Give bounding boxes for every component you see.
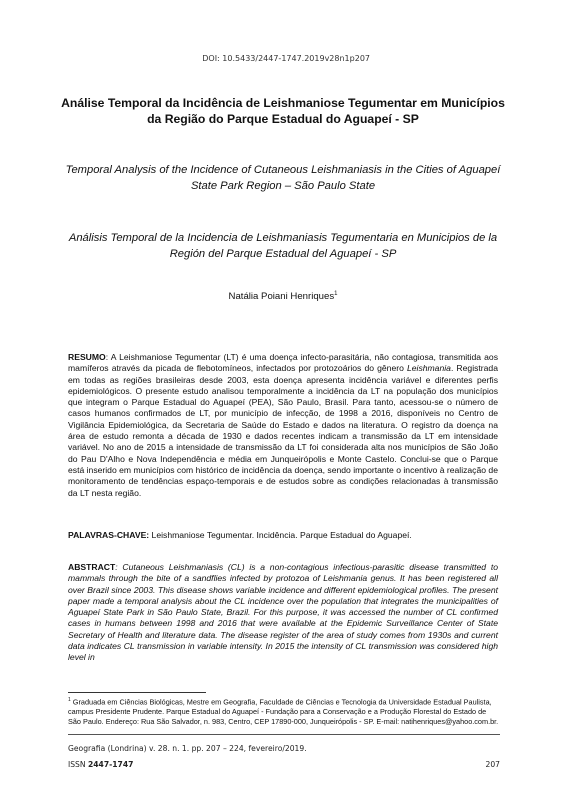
title-english: Temporal Analysis of the Incidence of Cutaneous Leishmaniasis in the Cities of Aguapeí State Park Region – São Paulo State	[65, 164, 501, 192]
title-spanish: Análisis Temporal de la Incidencia de Leishmaniasis Tegumentaria en Municipios de la Región del Parque Estadual del Aguapeí - SP	[68, 232, 498, 260]
resumo-paragraph	[68, 352, 498, 499]
author-name: Natália Poiani Henriques	[228, 291, 335, 303]
issn-label: ISSN	[68, 760, 88, 769]
doi-header: DOI: 10.5433/2447-1747.2019v28n1p207	[202, 54, 370, 63]
title-portuguese: Análise Temporal da Incidência de Leishmaniose Tegumentar em Municípios da Região do Parque Estadual do Aguapeí - SP	[61, 96, 505, 126]
resumo-text-2: . Registrada em todas as regiões brasileiras desde 2003, esta doença apresenta incidência variável e diferentes perfis epidemiológicos. O presente estudo analisou temporalmente a incidência da LT na população dos municípios que integram o Parque Estadual do Aguapeí (PEA), São Paulo, Brasil. Para tanto, acessou-se o número de casos humanos confirmados de LT, por município de infecção, de 1998 a 2016, disponíveis no Centro de Vigilância Epidemiológica, da Secretaria de Saúde do Estado e dados na literatura. O registro da doença na área de estudo remonta a década de 1930 e dados recentes indicam a transmissão da LT em intensidade variável. No ano de 2015 a intensidade de transmissão da LT foi considerada alta nos municípios de São João do Pau D'Alho e Nova Independência e média em Junqueirópolis e Monte Castelo. Conclui-se que o Parque está inserido em municípios com histórico de incidência da doença, sendo importante o incentivo à realização de monitoramento de tendências espaço-temporais e de estudos sobre as condições relacionadas à transmissão da LT nesta região.	[68, 363, 498, 498]
footnote-rule	[68, 692, 206, 693]
resumo-text-1: : A Leishmaniose Tegumentar (LT) é uma doença infecto-parasitária, não contagiosa, transmitida aos mamíferos através da picada de flebotomíneos, infectados por protozoários do gênero	[68, 352, 498, 374]
abstract-text: : Cutaneous Leishmaniasis (CL) is a non-contagious infectious-parasitic disease transmitted to mammals through the bite of a sandflies infected by protozoa of Leishmania genus. It has been registered all over Brazil since 2003. This disease shows variable incidence and different epidemiological profiles. The present paper made a temporal analysis about the CL incidence over the population that integrates the municipalities of Aguapeí State Park in São Paulo State, Brazil. For this purpose, it was accessed the number of CL confirmed cases in humans between 1998 and 2016 that were available at the Epidemic Surveillance Center of State Secretary of Health and literature data. The disease register of the area of study comes from 1930s and current data indicates CL transmission in variable intensity. In 2015 the intensity of CL transmission was considered high level in	[68, 562, 498, 663]
keywords-label: PALAVRAS-CHAVE:	[68, 530, 150, 540]
resumo-italic: Leishmania	[406, 363, 451, 374]
journal-citation: Geografia (Londrina) v. 28. n. 1. pp. 207 – 224, fevereiro/2019.	[68, 744, 307, 753]
footnote	[68, 696, 500, 726]
resumo-label: RESUMO	[68, 352, 106, 362]
issn-value: 2447-1747	[87, 760, 134, 769]
author-footnote-mark: 1	[334, 291, 338, 297]
keywords-paragraph	[68, 530, 498, 541]
issn	[68, 760, 133, 769]
footnote-text: Graduada em Ciências Biológicas, Mestre em Geografia, Faculdade de Ciências e Tecnologia da Universidade Estadual Paulista, campus Presidente Prudente. Parque Estadual do Aguapeí - Fundação para a Conservação e a Produção Florestal do Estado de São Paulo. Endereço: Rua São Salvador, n. 983, Centro, CEP 17890-000, Junqueirópolis - SP. E-mail: natihenriques@yahoo.com.br.	[68, 697, 499, 726]
page-number: 207	[485, 760, 500, 769]
author	[0, 291, 566, 302]
keywords-text: Leishmaniose Tegumentar. Incidência. Parque Estadual do Aguapeí.	[149, 530, 412, 540]
abstract-label: ABSTRACT	[68, 562, 116, 572]
abstract-paragraph	[68, 562, 498, 664]
footnote-mark: 1	[68, 697, 71, 703]
footer-rule	[68, 734, 500, 735]
